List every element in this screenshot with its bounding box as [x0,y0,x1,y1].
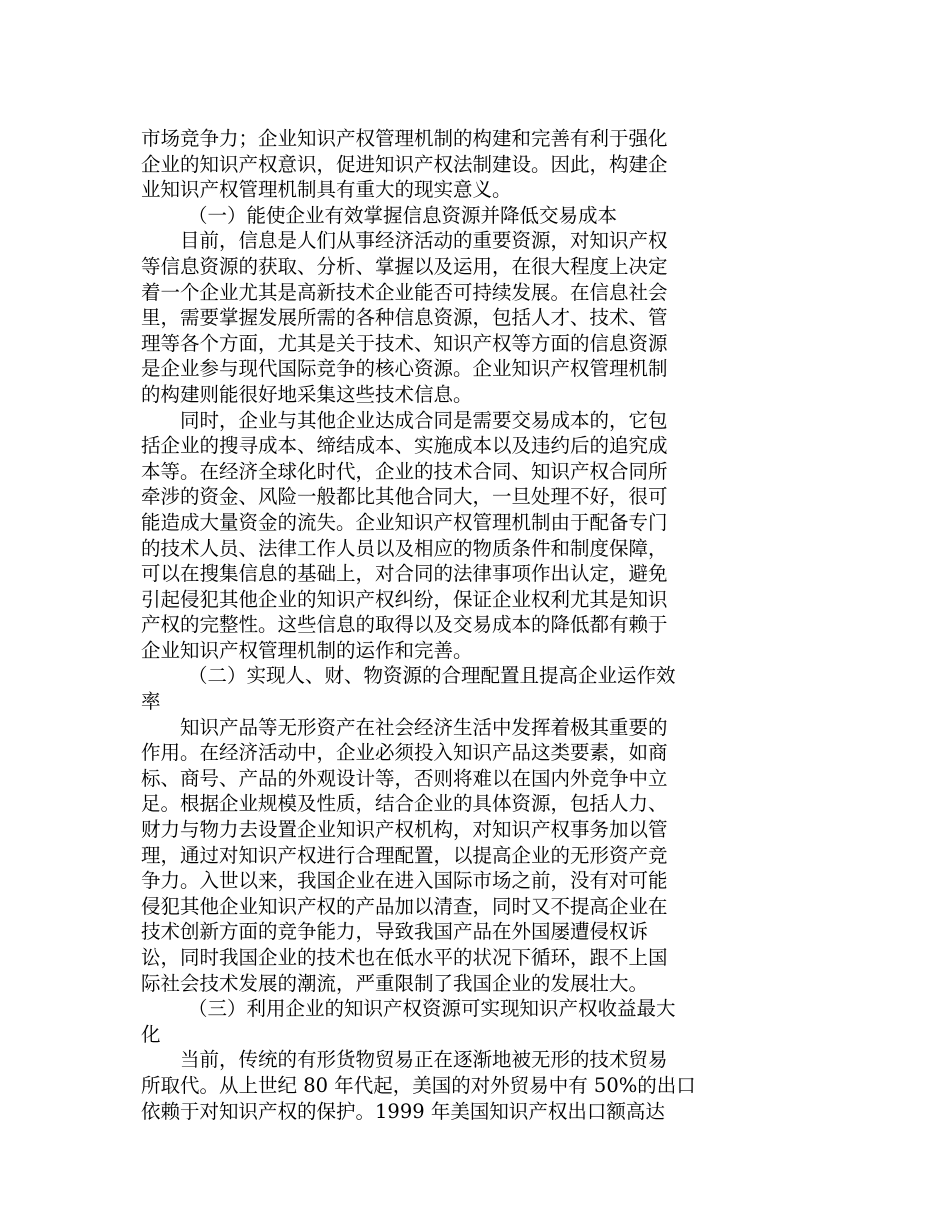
text-line: 侵犯其他企业知识产权的产品加以清查，同时又不提高企业在 [141,894,668,918]
paragraph-start: 当前，传统的有形货物贸易正在逐渐地被无形的技术贸易 [180,1048,668,1072]
text-line: 讼，同时我国企业的技术也在低水平的状况下循环，跟不上国 [141,946,668,969]
text-line: 企业的知识产权意识，促进知识产权法制建设。因此，构建企 [141,152,668,176]
text-line: 足。根据企业规模及性质，结合企业的具体资源，包括人力、 [141,792,668,816]
text-line: 理，通过对知识产权进行合理配置，以提高企业的无形资产竞 [141,843,668,867]
text-line: 牵涉的资金、风险一般都比其他合同大，一旦处理不好，很可 [141,485,668,509]
text-line: 括企业的搜寻成本、缔结成本、实施成本以及违约后的追究成 [141,434,668,458]
text-line: 企业知识产权管理机制的运作和完善。 [141,638,473,662]
section-heading-1: （一）能使企业有效掌握信息资源并降低交易成本 [188,203,618,227]
text-line: 依赖于对知识产权的保护。1999 年美国知识产权出口额高达 [141,1099,665,1123]
text-line: 财力与物力去设置企业知识产权机构，对知识产权事务加以管 [141,818,668,842]
text-line: 所取代。从上世纪 80 年代起，美国的对外贸易中有 50%的出口 [141,1073,696,1097]
text-line: 能造成大量资金的流失。企业知识产权管理机制由于配备专门 [141,510,668,534]
text-line: 作用。在经济活动中，企业必须投入知识产品这类要素，如商 [141,741,668,765]
text-line: 际社会技术发展的潮流，严重限制了我国企业的发展壮大。 [141,971,649,995]
text-line: 引起侵犯其他企业的知识产权纠纷，保证企业权利尤其是知识 [141,587,668,611]
text-line: 等信息资源的获取、分析、掌握以及运用，在很大程度上决定 [141,254,668,278]
text-line: 的技术人员、法律工作人员以及相应的物质条件和制度保障， [141,536,668,560]
paragraph-start: 同时，企业与其他企业达成合同是需要交易成本的，它包 [180,408,668,432]
section-heading-3: （三）利用企业的知识产权资源可实现知识产权收益最大 [188,997,676,1021]
section-heading-2-continued: 率 [141,690,161,714]
text-line: 标、商号、产品的外观设计等，否则将难以在国内外竞争中立 [141,766,668,790]
document-body [141,126,741,1124]
text-line: 的构建则能很好地采集这些技术信息。 [141,382,473,406]
text-line: 市场竞争力；企业知识产权管理机制的构建和完善有利于强化 [141,127,668,150]
paragraph-start: 知识产品等无形资产在社会经济生活中发挥着极其重要的 [180,715,668,739]
text-line: 业知识产权管理机制具有重大的现实意义。 [141,178,512,202]
text-line: 理等各个方面，尤其是关于技术、知识产权等方面的信息资源 [141,331,668,355]
text-line: 本等。在经济全球化时代，企业的技术合同、知识产权合同所 [141,459,668,483]
text-line: 是企业参与现代国际竞争的核心资源。企业知识产权管理机制 [141,357,668,381]
text-line: 可以在搜集信息的基础上，对合同的法律事项作出认定，避免 [141,562,668,586]
text-line: 着一个企业尤其是高新技术企业能否可持续发展。在信息社会 [141,280,668,304]
text-line: 争力。入世以来，我国企业在进入国际市场之前，没有对可能 [141,869,668,893]
text-line: 里，需要掌握发展所需的各种信息资源，包括人才、技术、管 [141,306,668,330]
section-heading-2: （二）实现人、财、物资源的合理配置且提高企业运作效 [188,664,676,688]
text-line: 技术创新方面的竞争能力，导致我国产品在外国屡遭侵权诉 [141,920,649,944]
section-heading-3-continued: 化 [141,1022,161,1046]
text-line: 产权的完整性。这些信息的取得以及交易成本的降低都有赖于 [141,613,668,637]
paragraph-start: 目前，信息是人们从事经济活动的重要资源，对知识产权 [180,229,668,253]
